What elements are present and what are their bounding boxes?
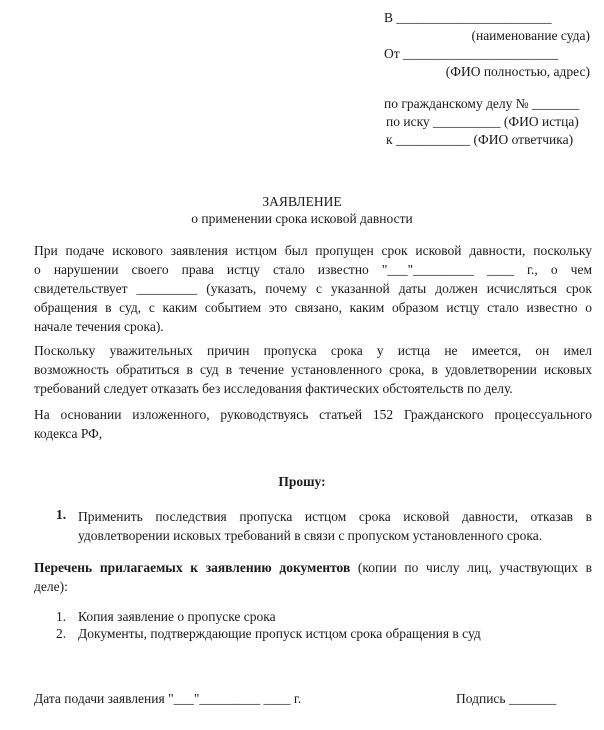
paragraph-1-line: о нарушении своего права истцу стало известно "___"_________ ____ г., о чем xyxy=(34,262,592,277)
request-item-number: 1. xyxy=(56,507,67,522)
from-hint: (ФИО полностью, адрес) xyxy=(445,64,590,79)
paragraph-2-line: требований следует отказать без исследования фактических обстоятельств по делу. xyxy=(34,381,513,396)
attachment-number: 1. xyxy=(56,609,67,624)
paragraph-1-line: При подаче искового заявления истцом был пропущен срок исковой давности, поскольку xyxy=(34,243,592,258)
attachments-heading-line2: деле): xyxy=(34,579,68,594)
paragraph-3-line: На основании изложенного, руководствуясь статьей 152 Гражданского процессуального xyxy=(34,407,592,422)
attachments-heading xyxy=(34,558,592,596)
attachments-heading-bold: Перечень прилагаемых к заявлению документов xyxy=(34,560,351,575)
attachment-number: 2. xyxy=(56,626,67,641)
attachments-heading-line xyxy=(34,558,592,577)
paragraph-3 xyxy=(34,405,592,443)
defendant-line: к ___________ (ФИО ответчика) xyxy=(386,132,574,147)
filing-date-line: Дата подачи заявления "___"_________ ____ г. xyxy=(34,691,302,706)
request-item-line: Применить последствия пропуска истцом срока исковой давности, отказав в xyxy=(78,509,592,524)
case-line: по гражданскому делу № _______ xyxy=(384,96,580,111)
request-item-line: удовлетворении исковых требований в связи с пропуском установленного срока. xyxy=(78,528,543,543)
request-heading: Прошу: xyxy=(278,474,326,489)
paragraph-3-line: кодекса РФ, xyxy=(34,426,103,441)
paragraph-1-line: обращения в суд, с каким событием это связано, каким образом истцу стало известно о xyxy=(34,300,592,315)
attachment-item: Документы, подтверждающие пропуск истцом срока обращения в суд xyxy=(78,626,481,641)
document-subtitle: о применении срока исковой давности xyxy=(191,211,413,226)
from-line: От _______________________ xyxy=(384,46,559,61)
signature-line: Подпись _______ xyxy=(456,691,557,706)
paragraph-2 xyxy=(34,341,592,398)
claimant-line: по иску __________ (ФИО истца) xyxy=(386,114,579,129)
paragraph-1-line: свидетельствует _________ (указать, почему с указанной даты должен исчисляться срок xyxy=(34,281,592,296)
paragraph-2-line: возможность обратиться в суд в течение установленного срока, в удовлетворении исковых xyxy=(34,362,592,377)
court-line: В _______________________ xyxy=(384,10,552,25)
attachments-heading-rest: (копии по числу лиц, участвующих в xyxy=(350,560,592,575)
court-hint: (наименование суда) xyxy=(471,28,590,43)
paragraph-2-line: Поскольку уважительных причин пропуска срока у истца не имеется, он имел xyxy=(34,343,592,358)
paragraph-1 xyxy=(34,241,592,336)
attachment-item: Копия заявление о пропуске срока xyxy=(78,609,276,624)
paragraph-1-line: начале течения срока). xyxy=(34,319,164,334)
request-item xyxy=(78,507,592,545)
document-title: ЗАЯВЛЕНИЕ xyxy=(262,194,342,209)
